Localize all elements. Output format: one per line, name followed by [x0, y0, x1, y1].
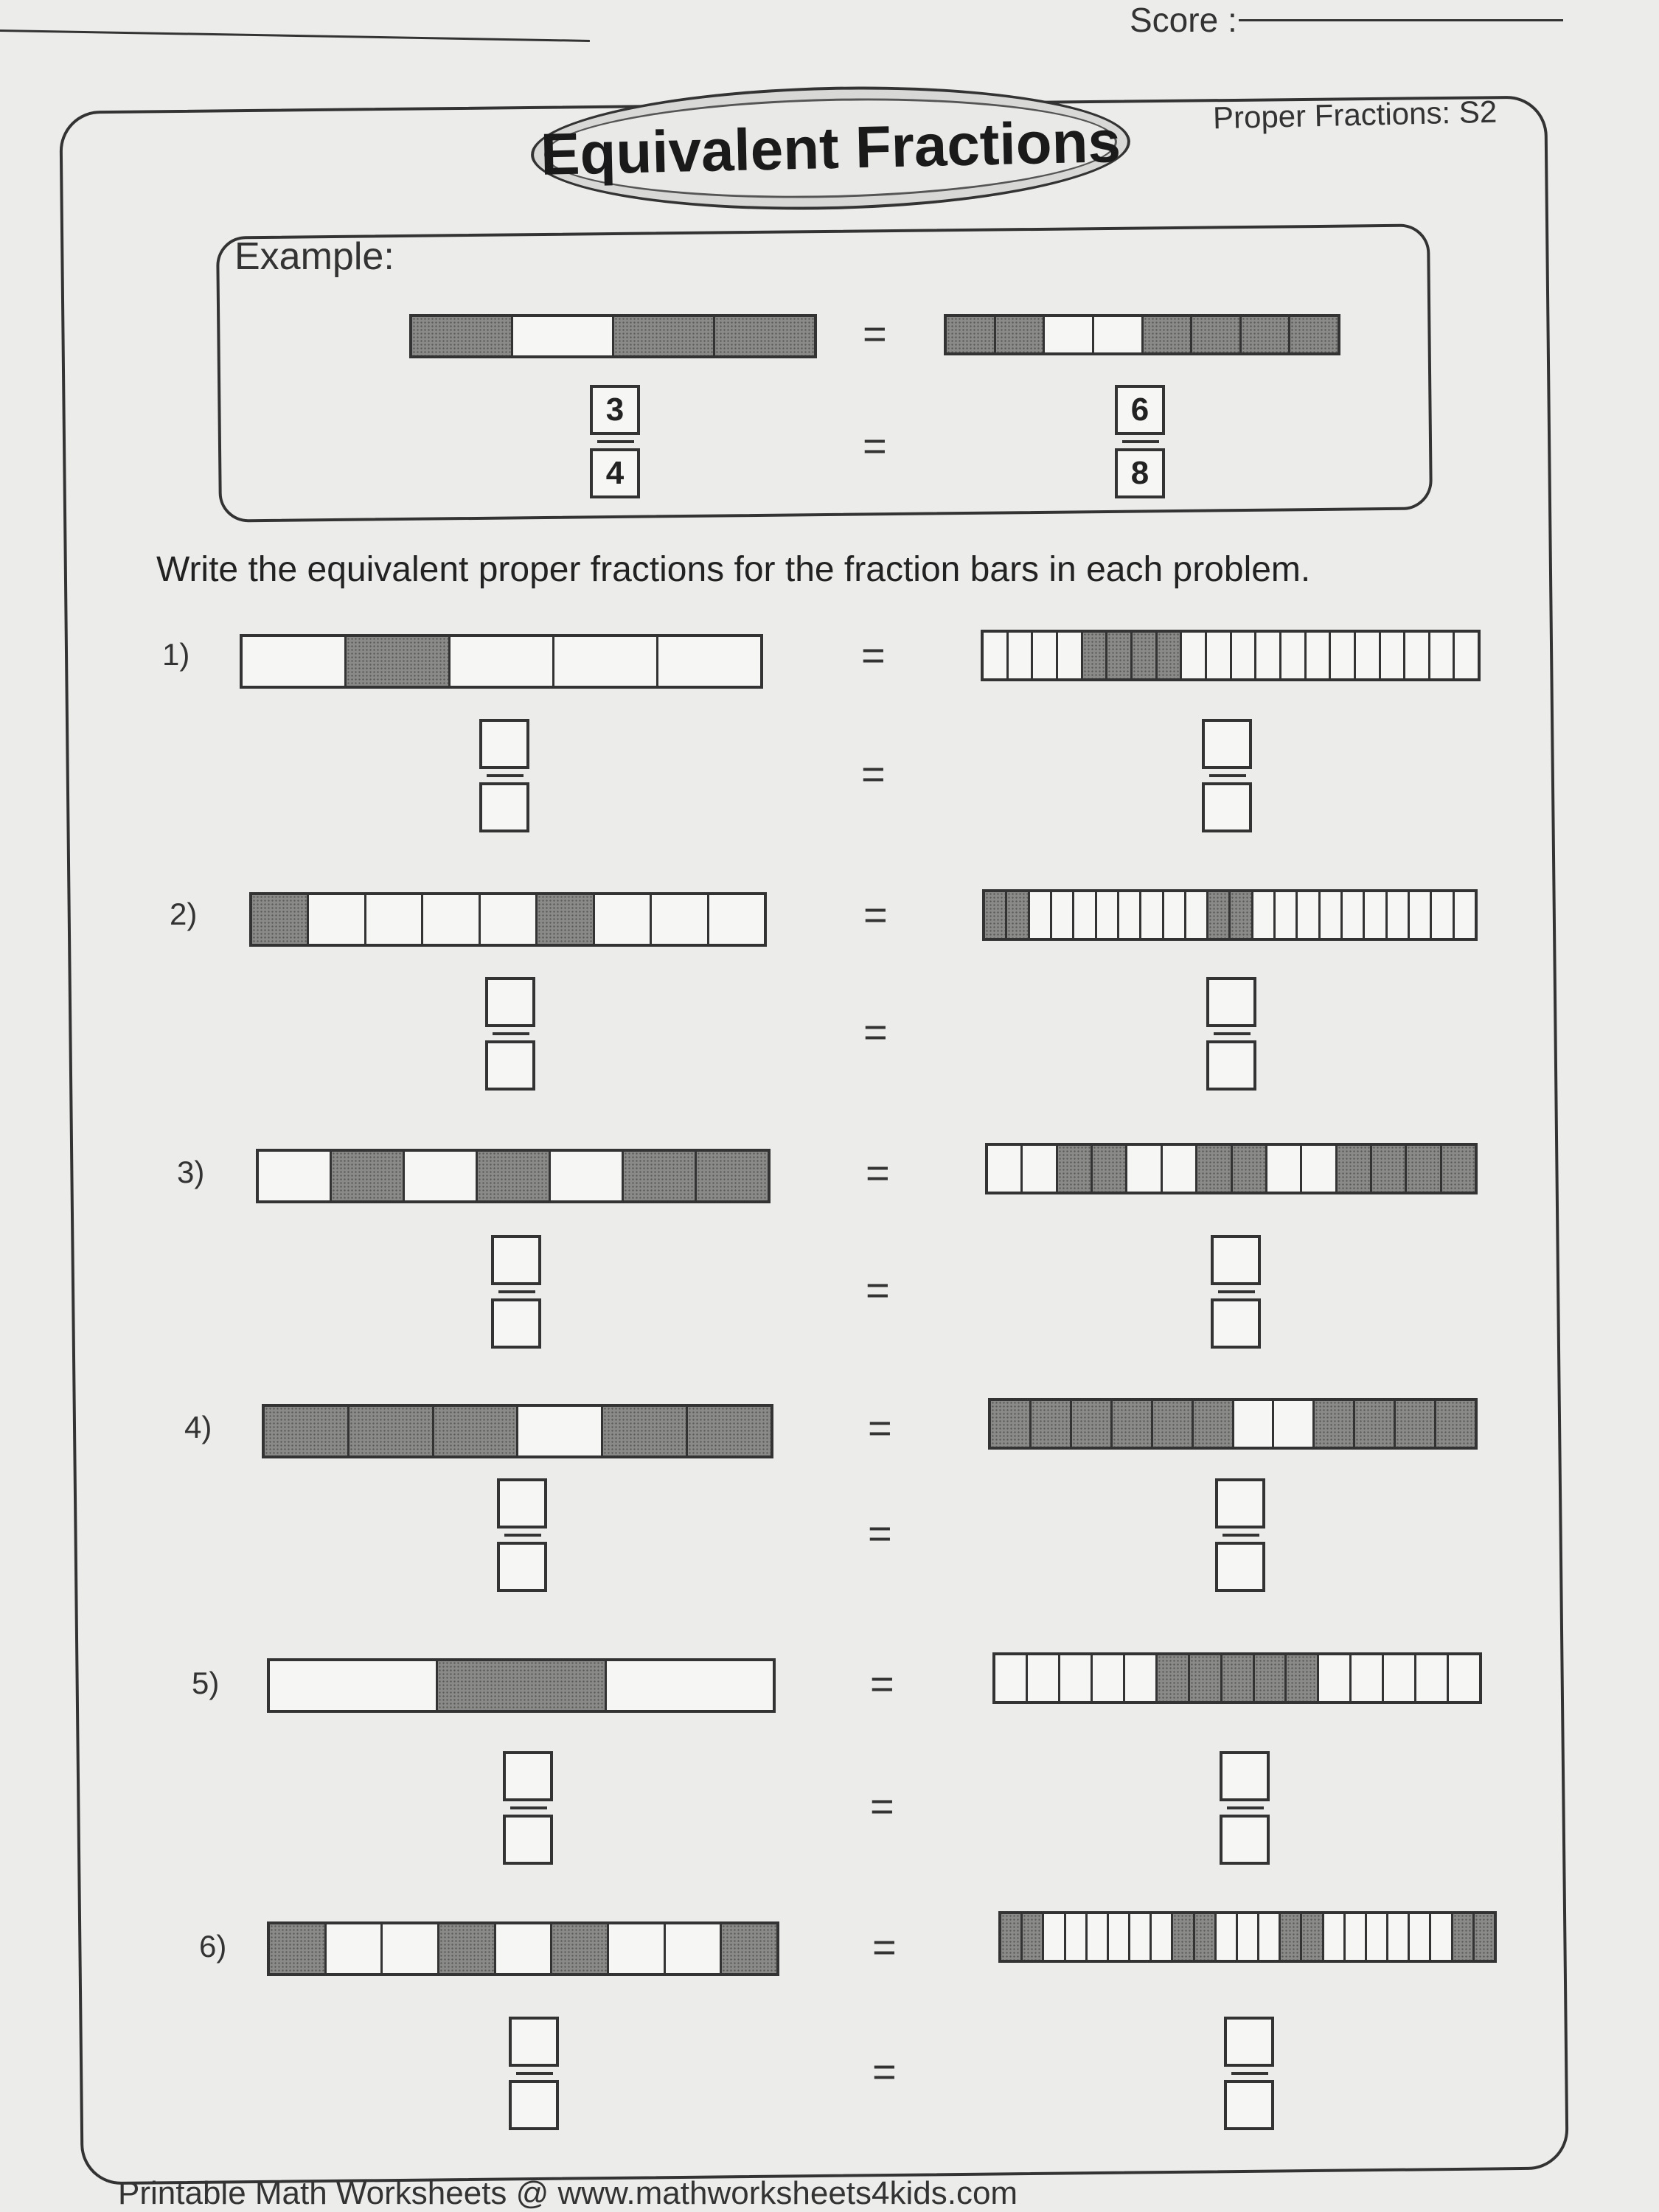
shaded-segment — [947, 317, 996, 352]
shaded-segment — [1153, 1401, 1194, 1447]
unshaded-segment — [1023, 1146, 1057, 1192]
unshaded-segment — [366, 895, 423, 944]
unshaded-segment — [1302, 1146, 1337, 1192]
fraction-line — [1209, 774, 1246, 777]
shaded-segment — [1032, 1401, 1072, 1447]
shaded-segment — [347, 637, 451, 686]
shaded-segment — [332, 1152, 405, 1200]
shaded-segment — [438, 1661, 606, 1710]
example-left-fraction — [590, 385, 641, 498]
unshaded-segment — [1238, 1914, 1259, 1960]
shaded-segment — [1233, 1146, 1267, 1192]
fraction-line — [1231, 2072, 1268, 2075]
problem-number: 3) — [177, 1155, 205, 1189]
bar-equals-sign: = — [861, 632, 886, 678]
unshaded-segment — [1455, 892, 1475, 938]
example-right-fraction-bar — [944, 314, 1340, 355]
right-fraction-answer — [1206, 977, 1258, 1091]
shaded-segment — [1242, 317, 1291, 352]
unshaded-segment — [1060, 1655, 1093, 1701]
left-fraction-bar — [267, 1658, 776, 1713]
shaded-segment — [1208, 892, 1231, 938]
score-input-line[interactable] — [1239, 19, 1563, 21]
shaded-segment — [985, 892, 1007, 938]
shaded-segment — [1194, 1401, 1234, 1447]
right-denominator-answer-box[interactable] — [1220, 1815, 1270, 1865]
unshaded-segment — [259, 1152, 332, 1200]
unshaded-segment — [1405, 633, 1430, 678]
left-fraction-bar — [240, 634, 763, 689]
shaded-segment — [478, 1152, 551, 1200]
footer-credit: Printable Math Worksheets @ www.mathworksheets4kids.com — [118, 2175, 1018, 2211]
bar-equals-sign: = — [868, 1405, 892, 1451]
unshaded-segment — [481, 895, 538, 944]
shaded-segment — [688, 1407, 771, 1455]
unshaded-segment — [405, 1152, 478, 1200]
unshaded-segment — [1253, 892, 1276, 938]
left-denominator-answer-box[interactable] — [479, 782, 529, 832]
bar-equals-sign: = — [870, 1660, 894, 1707]
shaded-segment — [1436, 1401, 1475, 1447]
unshaded-segment — [243, 637, 347, 686]
fraction-line — [1218, 1290, 1255, 1293]
shaded-segment — [1158, 633, 1183, 678]
right-numerator-answer-box[interactable] — [1224, 2017, 1274, 2067]
unshaded-segment — [1367, 1914, 1388, 1960]
shaded-segment — [1281, 1914, 1302, 1960]
unshaded-segment — [1259, 1914, 1281, 1960]
example-left-numerator: 3 — [590, 385, 640, 435]
unshaded-segment — [1410, 1914, 1431, 1960]
shaded-segment — [552, 1924, 609, 1973]
unshaded-segment — [1009, 633, 1034, 678]
unshaded-segment — [554, 637, 658, 686]
fraction-line — [493, 1032, 529, 1035]
left-denominator-answer-box[interactable] — [497, 1542, 547, 1592]
example-box — [216, 223, 1433, 522]
unshaded-segment — [1141, 892, 1164, 938]
right-numerator-answer-box[interactable] — [1202, 719, 1252, 769]
right-fraction-bar — [985, 1143, 1478, 1194]
shaded-segment — [1197, 1146, 1232, 1192]
fraction-line — [487, 774, 524, 777]
left-fraction-bar — [249, 892, 767, 947]
left-numerator-answer-box[interactable] — [497, 1478, 547, 1528]
unshaded-segment — [595, 895, 652, 944]
shaded-segment — [1113, 1401, 1153, 1447]
unshaded-segment — [1346, 1914, 1367, 1960]
problem-number: 6) — [199, 1929, 227, 1964]
unshaded-segment — [1232, 633, 1257, 678]
shaded-segment — [270, 1924, 327, 1973]
left-fraction-bar — [256, 1149, 771, 1203]
right-denominator-answer-box[interactable] — [1211, 1298, 1261, 1349]
fraction-equals-sign: = — [863, 1009, 888, 1055]
shaded-segment — [1407, 1146, 1441, 1192]
fraction-line — [510, 1806, 547, 1809]
shaded-segment — [1192, 317, 1242, 352]
unshaded-segment — [1163, 1146, 1197, 1192]
fraction-line — [1214, 1032, 1251, 1035]
left-denominator-answer-box[interactable] — [491, 1298, 541, 1349]
problem-number: 1) — [162, 637, 190, 672]
unshaded-segment — [1281, 633, 1307, 678]
unshaded-segment — [984, 633, 1009, 678]
unshaded-segment — [1044, 1914, 1065, 1960]
left-denominator-answer-box[interactable] — [503, 1815, 553, 1865]
right-fraction-answer — [1224, 2017, 1276, 2130]
unshaded-segment — [666, 1924, 723, 1973]
unshaded-segment — [1319, 1655, 1352, 1701]
unshaded-segment — [1088, 1914, 1109, 1960]
fraction-line — [597, 440, 634, 443]
unshaded-segment — [1331, 633, 1356, 678]
example-left-fraction-bar — [409, 314, 817, 358]
left-fraction-answer — [491, 1235, 543, 1349]
shaded-segment — [412, 317, 513, 355]
shaded-segment — [252, 895, 309, 944]
bar-equals-sign: = — [872, 1924, 897, 1970]
unshaded-segment — [1058, 633, 1083, 678]
unshaded-segment — [1307, 633, 1332, 678]
example-fraction-equals-sign: = — [863, 422, 887, 469]
unshaded-segment — [1234, 1401, 1275, 1447]
left-denominator-answer-box[interactable] — [485, 1040, 535, 1091]
unshaded-segment — [1274, 1401, 1315, 1447]
unshaded-segment — [1430, 633, 1455, 678]
right-denominator-answer-box[interactable] — [1206, 1040, 1256, 1091]
shaded-segment — [1195, 1914, 1217, 1960]
unshaded-segment — [1416, 1655, 1449, 1701]
right-fraction-bar — [992, 1652, 1482, 1704]
shaded-segment — [1133, 633, 1158, 678]
shaded-segment — [722, 1924, 776, 1973]
example-right-denominator: 8 — [1115, 448, 1165, 498]
unshaded-segment — [607, 1661, 773, 1710]
fraction-line — [498, 1290, 535, 1293]
unshaded-segment — [988, 1146, 1023, 1192]
right-fraction-bar — [988, 1398, 1478, 1450]
left-fraction-bar — [262, 1404, 773, 1458]
shaded-segment — [1173, 1914, 1194, 1960]
shaded-segment — [1338, 1146, 1372, 1192]
shaded-segment — [265, 1407, 349, 1455]
unshaded-segment — [1164, 892, 1186, 938]
unshaded-segment — [513, 317, 614, 355]
shaded-segment — [1231, 892, 1253, 938]
unshaded-segment — [1119, 892, 1141, 938]
unshaded-segment — [423, 895, 480, 944]
shaded-segment — [1475, 1914, 1494, 1960]
shaded-segment — [1442, 1146, 1475, 1192]
fraction-equals-sign: = — [866, 1267, 890, 1313]
unshaded-segment — [1045, 317, 1094, 352]
right-denominator-answer-box[interactable] — [1224, 2080, 1274, 2130]
left-fraction-answer — [485, 977, 537, 1091]
shaded-segment — [1315, 1401, 1355, 1447]
shaded-segment — [1372, 1146, 1407, 1192]
unshaded-segment — [518, 1407, 603, 1455]
unshaded-segment — [1267, 1146, 1302, 1192]
unshaded-segment — [1028, 1655, 1060, 1701]
shaded-segment — [614, 317, 715, 355]
unshaded-segment — [1365, 892, 1387, 938]
left-fraction-answer — [479, 719, 531, 832]
unshaded-segment — [1152, 1914, 1173, 1960]
unshaded-segment — [1093, 1655, 1125, 1701]
right-numerator-answer-box[interactable] — [1211, 1235, 1261, 1285]
fraction-line — [1227, 1806, 1264, 1809]
left-fraction-answer — [497, 1478, 549, 1592]
shaded-segment — [1083, 633, 1108, 678]
right-fraction-answer — [1211, 1235, 1262, 1349]
unshaded-segment — [1125, 1655, 1158, 1701]
fraction-line — [1122, 440, 1159, 443]
unshaded-segment — [1410, 892, 1432, 938]
shaded-segment — [349, 1407, 434, 1455]
unshaded-segment — [1030, 892, 1052, 938]
bar-equals-sign: = — [863, 891, 888, 938]
unshaded-segment — [1455, 633, 1478, 678]
unshaded-segment — [551, 1152, 624, 1200]
shaded-segment — [1302, 1914, 1324, 1960]
right-denominator-answer-box[interactable] — [1215, 1542, 1265, 1592]
unshaded-segment — [1097, 892, 1119, 938]
right-fraction-bar — [981, 630, 1481, 681]
unshaded-segment — [309, 895, 366, 944]
unshaded-segment — [1033, 633, 1058, 678]
example-right-fraction — [1115, 385, 1166, 498]
unshaded-segment — [1207, 633, 1232, 678]
left-denominator-answer-box[interactable] — [509, 2080, 559, 2130]
shaded-segment — [991, 1401, 1032, 1447]
unshaded-segment — [658, 637, 760, 686]
shaded-segment — [1144, 317, 1193, 352]
right-fraction-bar — [982, 889, 1478, 941]
unshaded-segment — [1094, 317, 1144, 352]
left-fraction-answer — [509, 2017, 560, 2130]
unshaded-segment — [1052, 892, 1074, 938]
shaded-segment — [603, 1407, 688, 1455]
score-label: Score : — [1130, 1, 1237, 39]
shaded-segment — [697, 1152, 768, 1200]
right-fraction-bar — [998, 1911, 1497, 1963]
shaded-segment — [1290, 317, 1338, 352]
left-numerator-answer-box[interactable] — [479, 719, 529, 769]
instructions: Write the equivalent proper fractions for the fraction bars in each problem. — [156, 550, 1311, 589]
shaded-segment — [1355, 1401, 1396, 1447]
left-numerator-answer-box[interactable] — [485, 977, 535, 1027]
fraction-line — [504, 1534, 541, 1537]
unshaded-segment — [1066, 1914, 1088, 1960]
right-fraction-answer — [1220, 1751, 1271, 1865]
fraction-line — [516, 2072, 553, 2075]
page-title: Equivalent Fractions — [540, 108, 1121, 187]
unshaded-segment — [1431, 1914, 1453, 1960]
right-numerator-answer-box[interactable] — [1220, 1751, 1270, 1801]
shaded-segment — [439, 1924, 496, 1973]
example-left-denominator: 4 — [590, 448, 640, 498]
shaded-segment — [1001, 1914, 1023, 1960]
example-right-numerator: 6 — [1115, 385, 1165, 435]
unshaded-segment — [1324, 1914, 1346, 1960]
left-numerator-answer-box[interactable] — [509, 2017, 559, 2067]
left-fraction-answer — [503, 1751, 554, 1865]
unshaded-segment — [383, 1924, 439, 1973]
unshaded-segment — [1182, 633, 1207, 678]
right-numerator-answer-box[interactable] — [1206, 977, 1256, 1027]
shaded-segment — [1007, 892, 1029, 938]
left-numerator-answer-box[interactable] — [503, 1751, 553, 1801]
unshaded-segment — [1381, 633, 1406, 678]
problem-number: 4) — [184, 1410, 212, 1444]
example-label: Example: — [234, 235, 394, 278]
shaded-segment — [1222, 1655, 1255, 1701]
shaded-segment — [1072, 1401, 1113, 1447]
unshaded-segment — [652, 895, 709, 944]
unshaded-segment — [270, 1661, 438, 1710]
right-fraction-answer — [1202, 719, 1253, 832]
shaded-segment — [1058, 1146, 1093, 1192]
unshaded-segment — [1352, 1655, 1384, 1701]
right-numerator-answer-box[interactable] — [1215, 1478, 1265, 1528]
unshaded-segment — [327, 1924, 383, 1973]
shaded-segment — [715, 317, 814, 355]
unshaded-segment — [1356, 633, 1381, 678]
unshaded-segment — [1388, 892, 1410, 938]
unshaded-segment — [709, 895, 764, 944]
unshaded-segment — [1109, 1914, 1130, 1960]
unshaded-segment — [1449, 1655, 1479, 1701]
left-fraction-bar — [267, 1921, 779, 1976]
shaded-segment — [1287, 1655, 1319, 1701]
fraction-line — [1222, 1534, 1259, 1537]
shaded-segment — [1255, 1655, 1287, 1701]
unshaded-segment — [451, 637, 554, 686]
shaded-segment — [1107, 633, 1133, 678]
unshaded-segment — [1074, 892, 1096, 938]
problem-number: 2) — [170, 897, 198, 931]
shaded-segment — [1093, 1146, 1127, 1192]
unshaded-segment — [1217, 1914, 1238, 1960]
shaded-segment — [996, 317, 1046, 352]
unshaded-segment — [1276, 892, 1298, 938]
problem-number: 5) — [192, 1666, 220, 1700]
shaded-segment — [1023, 1914, 1044, 1960]
left-numerator-answer-box[interactable] — [491, 1235, 541, 1285]
unshaded-segment — [1130, 1914, 1152, 1960]
unshaded-segment — [609, 1924, 666, 1973]
shaded-segment — [1453, 1914, 1475, 1960]
right-denominator-answer-box[interactable] — [1202, 782, 1252, 832]
unshaded-segment — [1127, 1146, 1162, 1192]
unshaded-segment — [1343, 892, 1365, 938]
worksheet-subtitle: Proper Fractions: S2 — [1212, 94, 1498, 136]
right-fraction-answer — [1215, 1478, 1267, 1592]
unshaded-segment — [1321, 892, 1343, 938]
unshaded-segment — [496, 1924, 553, 1973]
fraction-equals-sign: = — [870, 1783, 894, 1829]
shaded-segment — [1396, 1401, 1436, 1447]
fraction-equals-sign: = — [872, 2048, 897, 2095]
fraction-equals-sign: = — [868, 1510, 892, 1557]
name-line — [0, 29, 590, 42]
shaded-segment — [538, 895, 594, 944]
shaded-segment — [434, 1407, 519, 1455]
unshaded-segment — [1298, 892, 1320, 938]
bar-equals-sign: = — [866, 1150, 890, 1196]
unshaded-segment — [1186, 892, 1208, 938]
unshaded-segment — [995, 1655, 1028, 1701]
shaded-segment — [1158, 1655, 1190, 1701]
unshaded-segment — [1384, 1655, 1416, 1701]
fraction-equals-sign: = — [861, 751, 886, 797]
unshaded-segment — [1388, 1914, 1410, 1960]
shaded-segment — [624, 1152, 697, 1200]
example-bar-equals-sign: = — [863, 310, 887, 357]
unshaded-segment — [1432, 892, 1454, 938]
unshaded-segment — [1256, 633, 1281, 678]
shaded-segment — [1190, 1655, 1222, 1701]
